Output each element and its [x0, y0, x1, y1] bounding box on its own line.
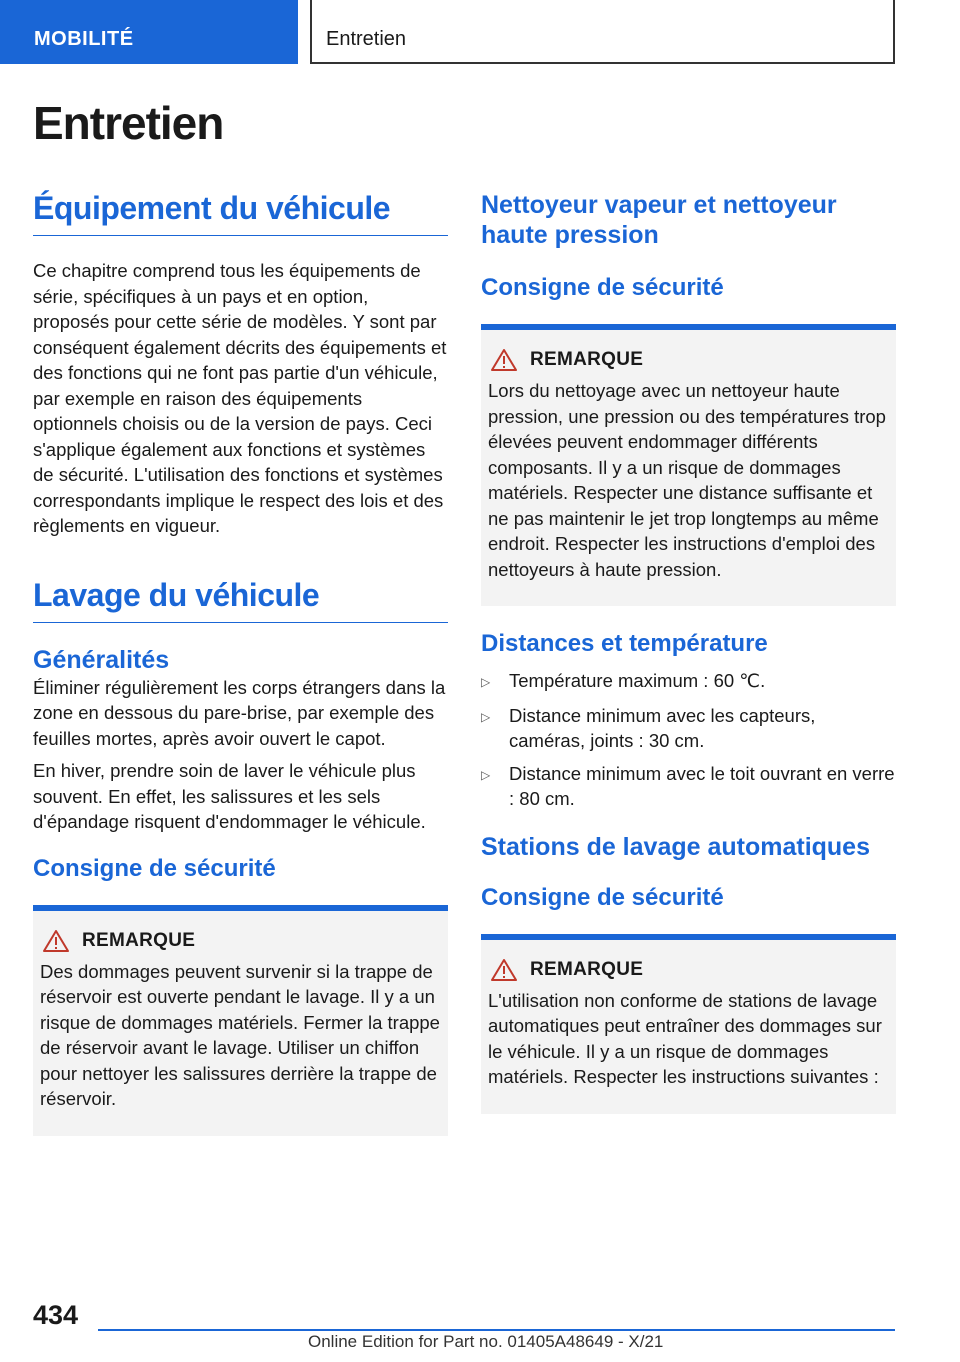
list-item-text: Distance minimum avec le toit ouvrant en verre : 80 cm. [509, 762, 895, 809]
section-tab[interactable]: MOBILITÉ [0, 0, 298, 64]
warning-triangle-icon [490, 348, 518, 372]
warning-box [33, 905, 448, 1136]
bullet-triangle-icon: ▷ [481, 675, 491, 689]
page-number: 434 [33, 1300, 79, 1330]
list-item [481, 703, 896, 754]
equipment-heading: Équipement du véhicule [33, 190, 448, 236]
footer-edition: Online Edition for Part no. 01405A48649 - X/21 [308, 1332, 664, 1351]
steam-cleaner-heading: Nettoyeur vapeur et nettoyeur haute pression [481, 191, 837, 249]
safety-heading-3: Consigne de sécurité [481, 883, 724, 911]
list-item-text: Température maximum : 60 ℃. [509, 670, 766, 691]
safety-heading: Consigne de sécurité [33, 854, 276, 882]
warning-label-3: REMARQUE [530, 958, 644, 980]
right-column [481, 190, 896, 1114]
warning-box-2 [481, 324, 896, 606]
list-item-text: Distance minimum avec les capteurs, caméras, joints : 30 cm. [509, 704, 816, 751]
distances-heading: Distances et température [481, 630, 768, 657]
warning-header-2 [488, 348, 888, 372]
bullet-triangle-icon: ▷ [481, 709, 491, 724]
chapter-tab[interactable]: Entretien [310, 0, 895, 64]
warning-label: REMARQUE [82, 929, 196, 951]
general-paragraph-1: Éliminer régulièrement les corps étrangers dans la zone en dessous du pare-brise, par exemple des feuilles mortes, après avoir ouvert le capot. [33, 676, 446, 749]
left-column [33, 190, 448, 1136]
list-item [481, 668, 896, 696]
general-paragraph-2: En hiver, prendre soin de laver le véhicule plus souvent. En effet, les salissures et les sels d'épandage risquent d'endommager le véhicule. [33, 760, 426, 832]
list-item [481, 761, 896, 812]
warning-triangle-icon [42, 929, 70, 953]
warning-header-3 [488, 958, 888, 982]
warning-triangle-icon [490, 958, 518, 982]
warning-text: Des dommages peuvent survenir si la trappe de réservoir est ouverte pendant le lavage. Il y a un risque de dommages matériels. Fermer la trappe de réservoir avant le lavage. Utiliser un chiffon pour nettoyer les salissures derrière la trappe de réservoir. [40, 960, 440, 1109]
warning-header [40, 929, 440, 953]
distances-list [481, 668, 896, 812]
warning-text-3: L'utilisation non conforme de stations de lavage automatiques peut entraîner des dommages sur le véhicule. Il y a un risque de dommages matériels. Respecter les instructions suivantes : [488, 989, 882, 1087]
warning-box-3 [481, 934, 896, 1114]
wash-heading: Lavage du véhicule [33, 577, 448, 623]
warning-text-2: Lors du nettoyage avec un nettoyeur haute pression, une pression ou des températures trop élevées peuvent endommager différents composants. Il y a un risque de dommages matériels. Respecter une distance suffisante et ne pas maintenir le jet trop longtemps au même endroit. Respecter les instructions d'emploi des nettoyeurs à haute pression. [488, 380, 886, 580]
equipment-paragraph: Ce chapitre comprend tous les équipements de série, spécifiques à un pays et en option, proposés pour cette série de modèles. Y sont par conséquent également décrits des équipements et des fonctions qui ne font pas partie d'un véhicule, par exemple en raison des équipements optionnels choisis ou de la version de pays. Ceci s'applique également aux fonctions et systèmes de sécurité. L'utilisation des fonctions et systèmes correspondants implique le respect des lois et des règlements en vigueur. [33, 260, 447, 536]
warning-label-2: REMARQUE [530, 349, 644, 370]
carwash-heading: Stations de lavage automatiques [481, 832, 870, 861]
safety-heading-2: Consigne de sécurité [481, 274, 724, 301]
bullet-triangle-icon: ▷ [481, 767, 491, 782]
general-heading: Généralités [33, 645, 170, 674]
footer-divider [98, 1329, 895, 1331]
page-title: Entretien [33, 97, 224, 149]
